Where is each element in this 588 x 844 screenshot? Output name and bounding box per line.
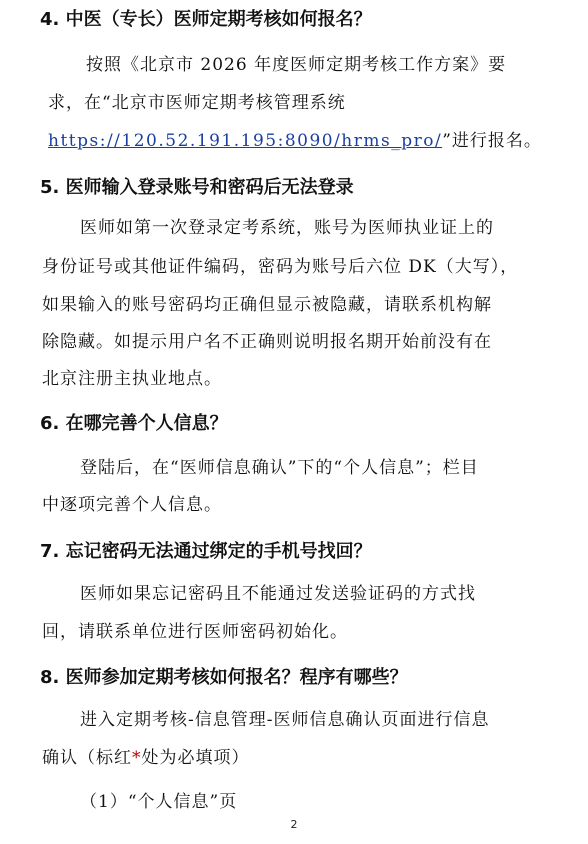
- section-8-line-2-pre: 确认（标红: [42, 748, 132, 768]
- section-7-heading: 7. 忘记密码无法通过绑定的手机号找回？: [40, 541, 372, 562]
- section-4-para-line-1: 按照《北京市 2026 年度医师定期考核工作方案》要: [86, 55, 507, 75]
- section-8-heading: 8. 医师参加定期考核如何报名？程序有哪些？: [40, 667, 408, 688]
- section-5-line-4: 除隐藏。如提示用户名不正确则说明报名期开始前没有在: [42, 332, 492, 352]
- section-4-para-tail: ”进行报名。: [442, 131, 542, 151]
- section-8-line-2: [42, 746, 250, 770]
- section-4-heading: 4. 中医（专长）医师定期考核如何报名？: [40, 9, 372, 30]
- required-star-icon: *: [132, 748, 142, 768]
- section-5-line-2: 身份证号或其他证件编码，密码为账号后六位 DK（大写），: [42, 257, 519, 277]
- section-6-line-1: 登陆后，在“医师信息确认”下的“个人信息”；栏目: [80, 458, 479, 478]
- section-8-line-1: 进入定期考核-信息管理-医师信息确认页面进行信息: [80, 710, 490, 730]
- section-8-line-2-post: 处为必填项）: [141, 748, 250, 768]
- section-5-heading: 5. 医师输入登录账号和密码后无法登录: [40, 177, 354, 198]
- section-6-line-2: 中逐项完善个人信息。: [42, 495, 222, 515]
- section-7-line-2: 回，请联系单位进行医师密码初始化。: [42, 622, 348, 642]
- section-4-para-line-3: [48, 129, 542, 153]
- section-8-subheading-personal-info: （1）“个人信息”页: [80, 792, 238, 812]
- section-5-line-3: 如果输入的账号密码均正确但显示被隐藏，请联系机构解: [42, 295, 492, 315]
- section-7-line-1: 医师如果忘记密码且不能通过发送验证码的方式找: [80, 584, 476, 604]
- section-5-line-1: 医师如第一次登录定考系统，账号为医师执业证上的: [80, 218, 494, 238]
- registration-system-link[interactable]: https://120.52.191.195:8090/hrms_pro/: [48, 131, 443, 151]
- section-5-line-5: 北京注册主执业地点。: [42, 369, 222, 389]
- page-number: 2: [290, 818, 298, 831]
- section-6-heading: 6. 在哪完善个人信息？: [40, 413, 228, 434]
- section-4-para-line-2: 求，在“北京市医师定期考核管理系统: [48, 93, 346, 113]
